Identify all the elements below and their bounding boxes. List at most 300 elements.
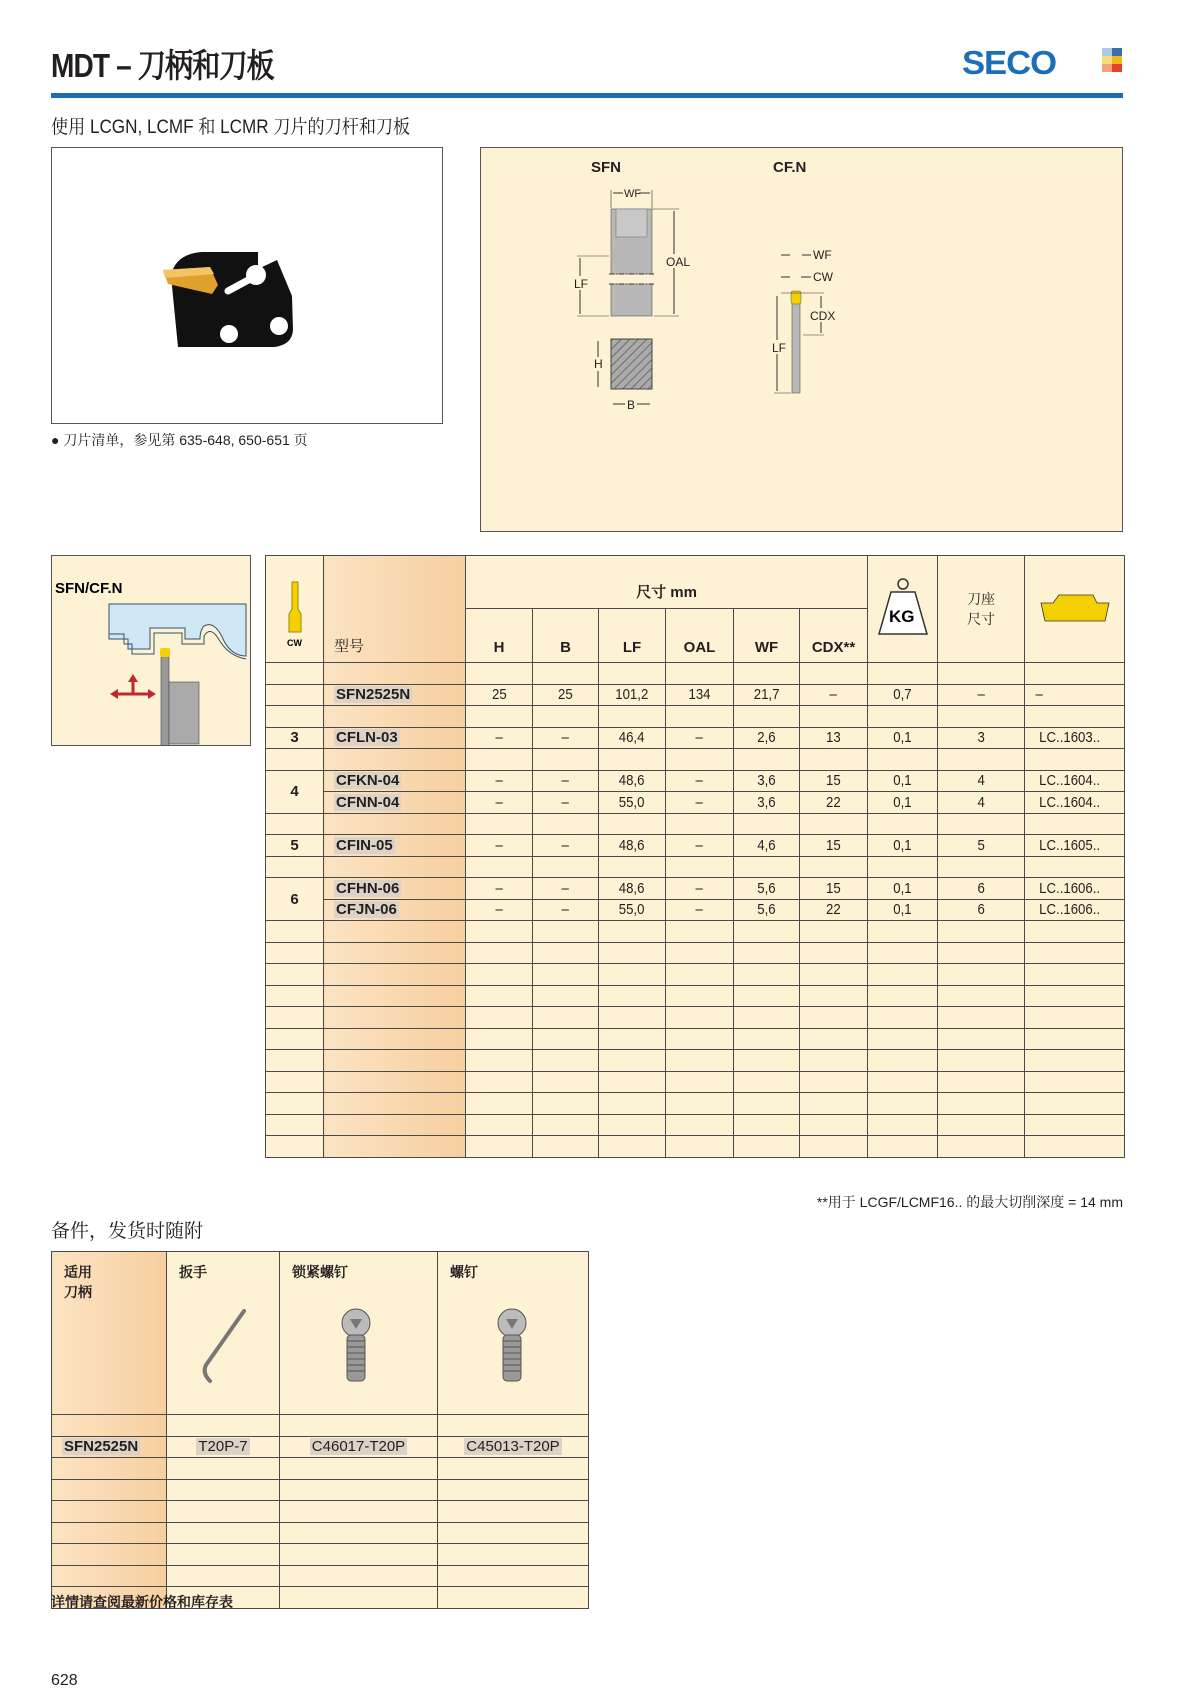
acc-clamp-screw-cell	[280, 1415, 438, 1437]
cell-b	[533, 856, 599, 878]
cell-seat	[938, 813, 1025, 835]
logo-text: SECO	[962, 44, 1057, 81]
cell-insert	[1025, 964, 1125, 986]
cell-oal	[666, 749, 734, 771]
model-cell	[324, 1007, 466, 1029]
cell-kg	[868, 727, 938, 749]
cw-header-label: CW	[286, 638, 302, 648]
acc-key-cell	[167, 1565, 280, 1587]
value-insert: LC..1605..	[1039, 836, 1101, 854]
cell-insert	[1025, 813, 1125, 835]
cell-b	[533, 942, 599, 964]
cell-cdx	[800, 813, 868, 835]
acc-key-cell	[167, 1458, 280, 1480]
cutting-width-group	[266, 1093, 324, 1115]
cell-b	[533, 1028, 599, 1050]
cell-cdx	[800, 663, 868, 685]
value-seat: 4	[977, 772, 985, 790]
table-row	[266, 727, 1125, 749]
cell-h	[466, 770, 533, 792]
cell-b	[533, 727, 599, 749]
model-cell	[324, 942, 466, 964]
cell-seat	[938, 1071, 1025, 1093]
model-code: CFJN-06	[336, 901, 397, 919]
acc-clamp-screw-cell	[280, 1436, 438, 1458]
acc-holder-cell	[52, 1544, 167, 1566]
cell-insert	[1025, 1028, 1125, 1050]
cell-cdx	[800, 1136, 868, 1158]
table-row-empty	[266, 813, 1125, 835]
cell-h	[466, 878, 533, 900]
cell-wf	[734, 856, 800, 878]
value-b: –	[561, 901, 570, 919]
acc-clamp-screw-cell	[280, 1587, 438, 1609]
cell-h	[466, 856, 533, 878]
acc-key-cell	[167, 1544, 280, 1566]
cell-insert	[1025, 1114, 1125, 1136]
sfn-side-view	[573, 188, 690, 316]
value-wf: 3,6	[757, 793, 776, 811]
cell-lf	[599, 1071, 666, 1093]
model-code: CFLN-03	[336, 729, 398, 747]
cell-lf	[599, 835, 666, 857]
cell-kg	[868, 964, 938, 986]
value-h: –	[495, 879, 503, 897]
header-divider	[51, 93, 1123, 98]
model-cell	[324, 663, 466, 685]
value-insert: LC..1606..	[1039, 901, 1101, 919]
cell-seat	[938, 749, 1025, 771]
cell-wf	[734, 1136, 800, 1158]
cell-kg	[868, 706, 938, 728]
value-h: 25	[491, 686, 507, 704]
model-cell	[324, 985, 466, 1007]
value-insert: LC..1604..	[1039, 772, 1101, 790]
cell-seat	[938, 964, 1025, 986]
cell-kg	[868, 1007, 938, 1029]
cutting-width-group	[266, 1071, 324, 1093]
cell-b	[533, 813, 599, 835]
accessory-code: SFN2525N	[64, 1438, 139, 1456]
cell-b	[533, 1071, 599, 1093]
cutting-width-group	[266, 1114, 324, 1136]
cell-kg	[868, 792, 938, 814]
cell-oal	[666, 1093, 734, 1115]
cell-h	[466, 663, 533, 685]
cell-seat	[938, 878, 1025, 900]
table-row-empty	[266, 749, 1125, 771]
key-label: 扳手	[179, 1264, 207, 1280]
cell-insert	[1025, 1071, 1125, 1093]
cell-lf	[599, 964, 666, 986]
cutting-width-group	[266, 663, 324, 685]
value-wf: 5,6	[757, 901, 776, 919]
cell-oal	[666, 770, 734, 792]
cell-cdx	[800, 706, 868, 728]
oal-label: OAL	[666, 255, 691, 269]
cutting-width-group	[266, 1028, 324, 1050]
model-cell	[324, 749, 466, 771]
value-lf: 101,2	[615, 686, 649, 704]
value-seat: 6	[977, 901, 985, 919]
model-cell	[324, 964, 466, 986]
value-cdx: 13	[826, 729, 841, 747]
cutting-width-group: 4	[266, 770, 324, 813]
insert-list-note: ● 刀片清单，参见第 635-648, 650-651 页	[51, 432, 308, 448]
cell-b	[533, 663, 599, 685]
cell-oal	[666, 1028, 734, 1050]
cell-cdx	[800, 749, 868, 771]
cell-h	[466, 835, 533, 857]
cell-oal	[666, 1007, 734, 1029]
accessory-row	[52, 1544, 589, 1566]
model-cell	[324, 813, 466, 835]
value-wf: 5,6	[757, 879, 776, 897]
acc-key-cell	[167, 1522, 280, 1544]
value-seat: 4	[977, 793, 985, 811]
value-insert: LC..1606..	[1039, 879, 1101, 897]
acc-clamp-screw-cell	[280, 1458, 438, 1480]
cell-insert	[1025, 835, 1125, 857]
model-cell	[324, 1028, 466, 1050]
table-row-empty	[266, 706, 1125, 728]
cell-seat	[938, 1028, 1025, 1050]
cell-insert	[1025, 856, 1125, 878]
cell-seat	[938, 856, 1025, 878]
table-row	[266, 770, 1125, 792]
cell-oal	[666, 792, 734, 814]
cell-wf	[734, 899, 800, 921]
cell-lf	[599, 899, 666, 921]
cell-cdx	[800, 964, 868, 986]
cell-wf	[734, 878, 800, 900]
seat-header-line1: 刀座	[967, 591, 996, 607]
cell-wf	[734, 770, 800, 792]
acc-holder-cell	[52, 1479, 167, 1501]
cell-seat	[938, 663, 1025, 685]
cell-cdx	[800, 899, 868, 921]
accessory-row	[52, 1458, 589, 1480]
cell-cdx	[800, 985, 868, 1007]
value-h: –	[495, 836, 503, 854]
model-cell	[324, 878, 466, 900]
acc-holder-cell	[52, 1565, 167, 1587]
cutting-width-group	[266, 1007, 324, 1029]
section-subtitle: 使用 LCGN, LCMF 和 LCMR 刀片的刀杆和刀板	[51, 117, 411, 138]
h-label: H	[594, 357, 603, 371]
cfn-lf-label: LF	[772, 341, 787, 355]
table-row-empty	[266, 1114, 1125, 1136]
cell-b	[533, 770, 599, 792]
cell-seat	[938, 1050, 1025, 1072]
value-h: –	[495, 772, 503, 790]
accessories-title: 备件，发货时随附	[51, 1221, 204, 1242]
cell-cdx	[800, 770, 868, 792]
cell-lf	[599, 985, 666, 1007]
value-b: –	[561, 772, 570, 790]
cutting-width-group: 5	[266, 835, 324, 857]
value-lf: 48,6	[619, 772, 645, 790]
value-oal: –	[695, 729, 704, 747]
table-row	[266, 684, 1125, 706]
value-b: –	[561, 793, 570, 811]
kg-label: KG	[888, 607, 915, 626]
cell-kg	[868, 856, 938, 878]
table-row-empty	[266, 663, 1125, 685]
acc-screw-cell	[438, 1436, 589, 1458]
accessory-row	[52, 1436, 589, 1458]
cell-kg	[868, 749, 938, 771]
table-row-empty	[266, 1071, 1125, 1093]
cell-seat	[938, 985, 1025, 1007]
page-number: 628	[51, 1672, 78, 1689]
cell-insert	[1025, 749, 1125, 771]
cell-lf	[599, 770, 666, 792]
cell-insert	[1025, 706, 1125, 728]
model-cell	[324, 706, 466, 728]
cell-h	[466, 1093, 533, 1115]
value-kg: 0,1	[893, 836, 912, 854]
model-cell	[324, 727, 466, 749]
cell-cdx	[800, 921, 868, 943]
acc-clamp-screw-cell	[280, 1522, 438, 1544]
screw-icon	[488, 1307, 538, 1387]
value-wf: 3,6	[757, 772, 776, 790]
acc-key-cell	[167, 1436, 280, 1458]
model-cell	[324, 792, 466, 814]
model-cell	[324, 835, 466, 857]
acc-screw-cell	[438, 1501, 589, 1523]
cutting-width-group	[266, 813, 324, 835]
cell-oal	[666, 835, 734, 857]
cell-oal	[666, 706, 734, 728]
cell-lf	[599, 706, 666, 728]
cell-seat	[938, 706, 1025, 728]
product-photo	[51, 147, 443, 424]
cell-insert	[1025, 942, 1125, 964]
cell-wf	[734, 1114, 800, 1136]
value-b: –	[561, 729, 570, 747]
acc-screw-cell	[438, 1415, 589, 1437]
value-oal: –	[695, 901, 704, 919]
cell-b	[533, 706, 599, 728]
value-insert: LC..1603..	[1039, 729, 1101, 747]
value-oal: –	[695, 772, 704, 790]
cell-cdx	[800, 1050, 868, 1072]
cell-kg	[868, 684, 938, 706]
cell-oal	[666, 964, 734, 986]
cell-seat	[938, 727, 1025, 749]
column-header-lf: LF	[599, 609, 666, 663]
table-row-empty	[266, 964, 1125, 986]
cell-cdx	[800, 856, 868, 878]
cell-b	[533, 878, 599, 900]
cell-wf	[734, 1007, 800, 1029]
acc-screw-cell	[438, 1479, 589, 1501]
cell-lf	[599, 1028, 666, 1050]
cell-h	[466, 706, 533, 728]
accessory-row	[52, 1501, 589, 1523]
table-row-empty	[266, 985, 1125, 1007]
blade-holder-image	[52, 148, 442, 423]
value-oal: –	[695, 879, 704, 897]
cell-insert	[1025, 792, 1125, 814]
cell-oal	[666, 942, 734, 964]
model-code: CFNN-04	[336, 793, 400, 811]
cell-seat	[938, 942, 1025, 964]
cell-kg	[868, 1136, 938, 1158]
cutting-width-group	[266, 706, 324, 728]
page-title: MDT – 刀柄和刀板	[51, 47, 274, 84]
cell-wf	[734, 1071, 800, 1093]
cell-insert	[1025, 663, 1125, 685]
cell-insert	[1025, 985, 1125, 1007]
cell-wf	[734, 813, 800, 835]
cell-cdx	[800, 684, 868, 706]
cell-seat	[938, 770, 1025, 792]
cell-h	[466, 1050, 533, 1072]
value-kg: 0,1	[893, 729, 912, 747]
cutting-width-header	[266, 556, 324, 663]
cell-kg	[868, 835, 938, 857]
dimension-diagrams	[480, 147, 1123, 532]
accessory-row	[52, 1565, 589, 1587]
value-cdx: 22	[826, 793, 841, 811]
price-stock-note: 详情请查阅最新价格和库存表	[51, 1594, 233, 1610]
cell-cdx	[800, 835, 868, 857]
cell-wf	[734, 706, 800, 728]
cell-b	[533, 684, 599, 706]
cell-lf	[599, 1114, 666, 1136]
value-h: –	[495, 793, 503, 811]
model-cell	[324, 684, 466, 706]
value-h: –	[495, 729, 503, 747]
cell-wf	[734, 792, 800, 814]
cell-seat	[938, 1007, 1025, 1029]
value-oal: 134	[688, 686, 711, 704]
cell-oal	[666, 856, 734, 878]
weight-kg-icon	[873, 572, 933, 642]
screw-label: 螺钉	[450, 1264, 478, 1280]
value-b: 25	[558, 686, 573, 704]
weight-header	[868, 556, 938, 663]
cell-wf	[734, 985, 800, 1007]
value-lf: 55,0	[619, 901, 645, 919]
cell-seat	[938, 684, 1025, 706]
cell-b	[533, 792, 599, 814]
acc-key-cell	[167, 1479, 280, 1501]
value-wf: 4,6	[757, 836, 776, 854]
cell-h	[466, 921, 533, 943]
cell-b	[533, 1114, 599, 1136]
acc-header-key	[167, 1252, 280, 1415]
cell-kg	[868, 1114, 938, 1136]
cell-h	[466, 727, 533, 749]
value-kg: 0,1	[893, 879, 912, 897]
cell-oal	[666, 899, 734, 921]
cell-wf	[734, 749, 800, 771]
acc-header-screw	[438, 1252, 589, 1415]
value-oal: –	[695, 836, 704, 854]
cell-b	[533, 1007, 599, 1029]
value-cdx: 22	[826, 901, 841, 919]
cell-h	[466, 813, 533, 835]
cutting-width-group	[266, 985, 324, 1007]
cfn-side-view	[771, 248, 835, 393]
cell-h	[466, 792, 533, 814]
value-lf: 55,0	[619, 793, 645, 811]
sfn-diagram-title: SFN	[591, 159, 621, 176]
value-oal: –	[695, 793, 704, 811]
table-row-empty	[266, 1136, 1125, 1158]
cell-seat	[938, 835, 1025, 857]
cell-oal	[666, 878, 734, 900]
accessory-code: C46017-T20P	[311, 1438, 406, 1456]
column-header-h: H	[466, 609, 533, 663]
application-illustration	[51, 555, 251, 746]
acc-clamp-screw-cell	[280, 1544, 438, 1566]
value-insert: –	[1035, 686, 1043, 704]
accessory-row	[52, 1522, 589, 1544]
acc-holder-cell	[52, 1415, 167, 1437]
cell-cdx	[800, 792, 868, 814]
value-cdx: –	[829, 686, 838, 704]
cutting-width-group	[266, 964, 324, 986]
dimensions-header: 尺寸 mm	[466, 556, 868, 609]
cell-kg	[868, 1028, 938, 1050]
cell-kg	[868, 770, 938, 792]
cdx-label: CDX	[810, 309, 836, 323]
table-row	[266, 878, 1125, 900]
cell-lf	[599, 878, 666, 900]
cell-lf	[599, 856, 666, 878]
sfn-cross-section	[592, 339, 652, 412]
value-kg: 0,1	[893, 772, 912, 790]
b-label: B	[627, 398, 636, 412]
footnote: **用于 LCGF/LCMF16.. 的最大切削深度 = 14 mm	[816, 1194, 1123, 1210]
cell-insert	[1025, 1093, 1125, 1115]
cutting-width-group	[266, 1136, 324, 1158]
cell-cdx	[800, 942, 868, 964]
product-table	[265, 555, 1125, 1158]
cell-kg	[868, 899, 938, 921]
acc-screw-cell	[438, 1587, 589, 1609]
cell-h	[466, 749, 533, 771]
value-b: –	[561, 879, 570, 897]
seat-size-header	[938, 556, 1025, 663]
cell-wf	[734, 1028, 800, 1050]
seco-logo	[962, 44, 1122, 80]
cell-oal	[666, 1114, 734, 1136]
cell-kg	[868, 878, 938, 900]
cell-kg	[868, 921, 938, 943]
value-wf: 21,7	[753, 686, 780, 704]
accessories-table	[51, 1251, 589, 1609]
cell-cdx	[800, 1114, 868, 1136]
cell-seat	[938, 899, 1025, 921]
cell-oal	[666, 727, 734, 749]
model-cell	[324, 856, 466, 878]
table-row-empty	[266, 856, 1125, 878]
cell-h	[466, 964, 533, 986]
value-b: –	[561, 836, 570, 854]
acc-screw-cell	[438, 1522, 589, 1544]
acc-key-cell	[167, 1501, 280, 1523]
cell-cdx	[800, 878, 868, 900]
cell-oal	[666, 1071, 734, 1093]
cell-wf	[734, 1050, 800, 1072]
accessory-row	[52, 1415, 589, 1437]
